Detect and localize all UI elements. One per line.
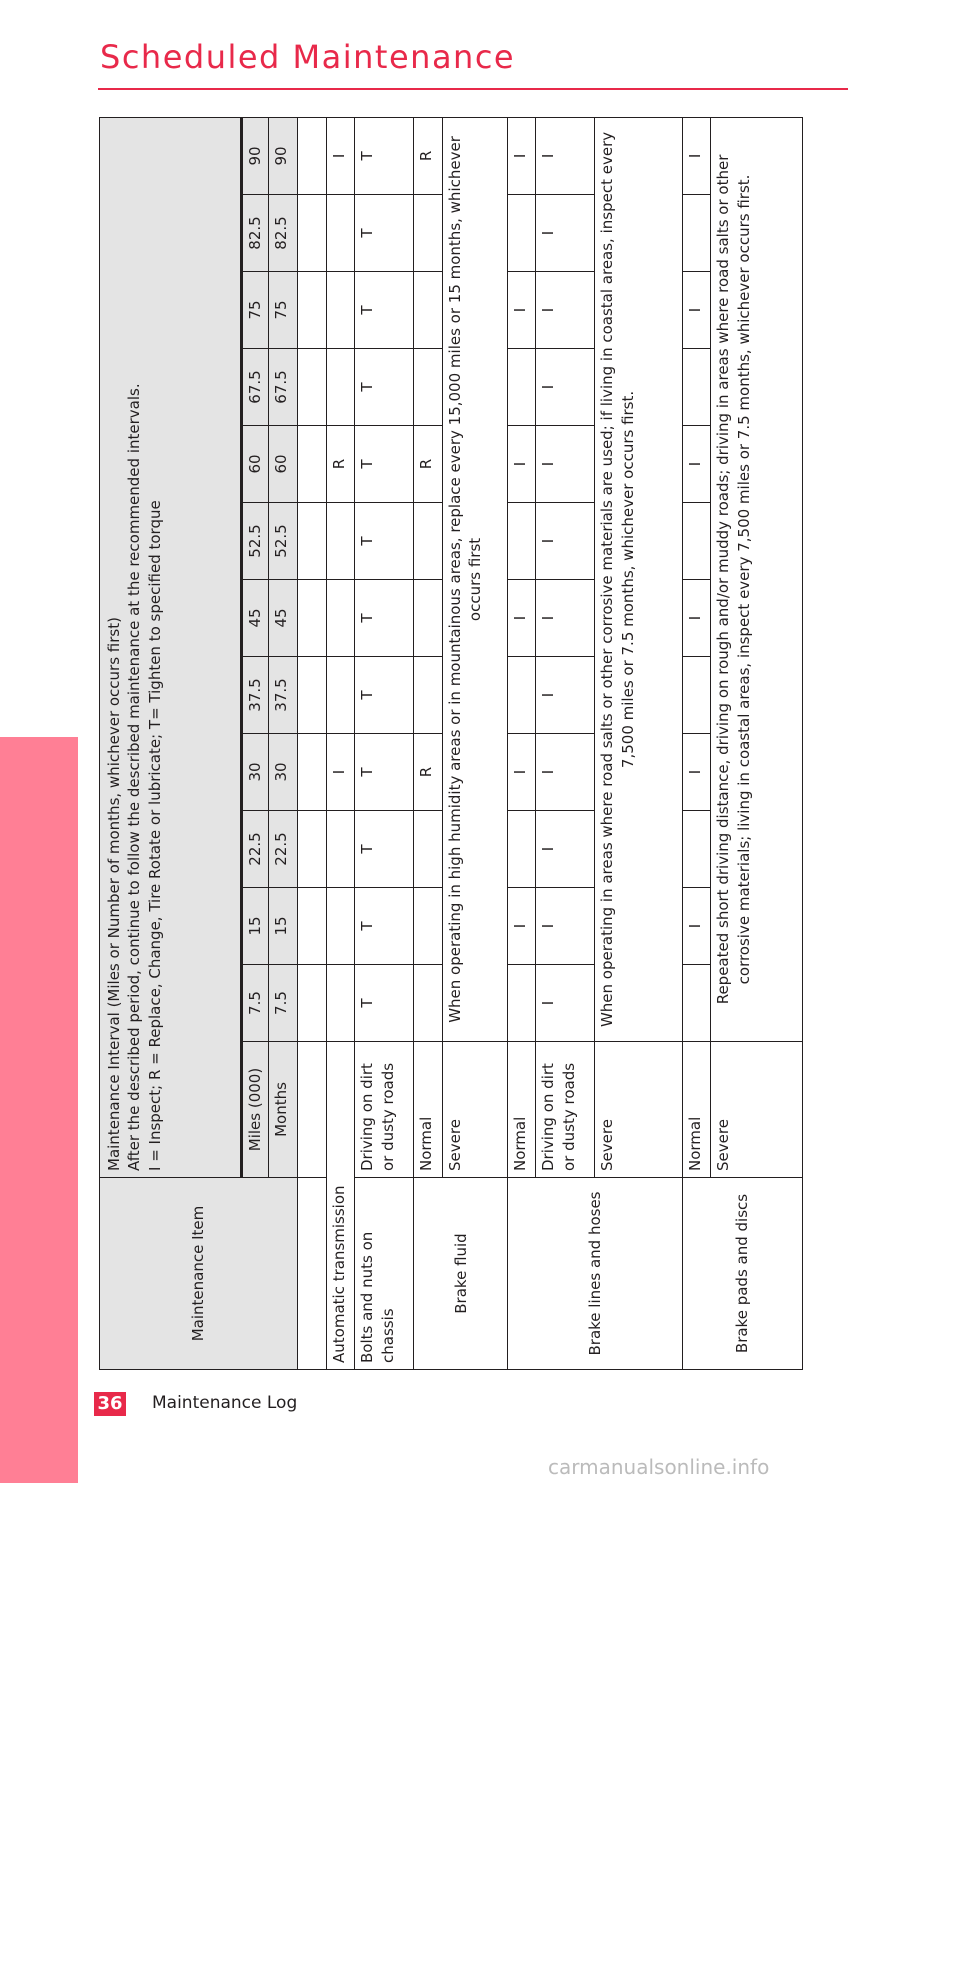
value-cell — [682, 503, 710, 580]
page-section-label: Maintenance Log — [152, 1393, 298, 1413]
value-cell — [682, 965, 710, 1042]
table-row — [682, 117, 710, 1369]
value-cell: I — [327, 734, 355, 811]
value-cell — [327, 503, 355, 580]
value-cell: I — [682, 580, 710, 657]
value-cell — [508, 811, 536, 888]
value-cell — [327, 965, 355, 1042]
value-cell: I — [536, 503, 595, 580]
value-cell — [414, 272, 442, 349]
value-cell — [508, 195, 536, 272]
value-cell: I — [536, 734, 595, 811]
value-cell: R — [414, 426, 442, 503]
value-cell: T — [355, 426, 414, 503]
item-cell: Brake fluid — [414, 1178, 508, 1370]
page-number-badge: 36 — [94, 1392, 126, 1416]
months-cell: 90 — [269, 117, 297, 194]
condition-cell: Severe — [711, 1042, 803, 1178]
value-cell — [327, 657, 355, 734]
value-cell: T — [355, 580, 414, 657]
value-cell — [682, 811, 710, 888]
miles-cell: 90 — [242, 117, 269, 194]
value-cell: T — [355, 272, 414, 349]
item-cell: Brake pads and discs — [682, 1178, 802, 1370]
item-cell: Automatic transmission — [327, 1042, 355, 1370]
value-cell: I — [508, 734, 536, 811]
value-cell — [327, 272, 355, 349]
value-cell: R — [327, 426, 355, 503]
note-cell: When operating in high humidity areas or in mountainous areas, replace every 15,000 miles or 15 months, whichever occurs first — [442, 117, 507, 1041]
months-cell: 52.5 — [269, 503, 297, 580]
value-cell — [414, 195, 442, 272]
interval-header — [100, 117, 242, 1177]
value-cell — [682, 349, 710, 426]
table-row — [414, 117, 442, 1369]
value-cell: I — [536, 426, 595, 503]
months-cell: 67.5 — [269, 349, 297, 426]
value-cell — [508, 657, 536, 734]
months-cell: 60 — [269, 426, 297, 503]
months-label: Months — [269, 1042, 297, 1178]
value-cell: T — [355, 811, 414, 888]
value-cell: T — [355, 965, 414, 1042]
months-cell: 22.5 — [269, 811, 297, 888]
value-cell: I — [536, 888, 595, 965]
section-side-tab — [0, 737, 78, 1985]
value-cell: I — [508, 426, 536, 503]
miles-cell: 75 — [242, 272, 269, 349]
value-cell — [414, 349, 442, 426]
value-cell: R — [414, 734, 442, 811]
value-cell — [508, 503, 536, 580]
value-cell: I — [682, 734, 710, 811]
footer-watermark: carmanualsonline.info — [548, 1455, 770, 1479]
value-cell: I — [536, 349, 595, 426]
value-cell: I — [536, 811, 595, 888]
section-side-label: MAINTENANCE — [21, 1705, 57, 1985]
value-cell: I — [508, 888, 536, 965]
miles-cell: 7.5 — [242, 965, 269, 1042]
condition-cell: Driving on dirt or dusty roads — [536, 1042, 595, 1178]
months-cell: 82.5 — [269, 195, 297, 272]
item-cell: Brake lines and hoses — [508, 1178, 683, 1370]
months-cell: 15 — [269, 888, 297, 965]
item-cell: Bolts and nuts on chassis — [355, 1178, 414, 1370]
value-cell: T — [355, 888, 414, 965]
page-title: Scheduled Maintenance — [100, 38, 516, 76]
miles-label: Miles (000) — [242, 1042, 269, 1178]
condition-cell: Normal — [414, 1042, 442, 1178]
value-cell: T — [355, 349, 414, 426]
value-cell: I — [536, 657, 595, 734]
note-cell: When operating in areas where road salts or other corrosive materials are used; if living in coastal areas, inspect every 7,500 miles or 7.5 months, whichever occurs first. — [595, 117, 682, 1041]
value-cell — [327, 580, 355, 657]
value-cell: T — [355, 657, 414, 734]
value-cell — [327, 195, 355, 272]
title-divider — [98, 88, 848, 90]
note-cell: Repeated short driving distance, driving on rough and/or muddy roads; driving in areas where road salts or other corrosive materials; living in coastal areas, inspect every 7,500 miles or 7.5 months, whichever occurs first. — [711, 117, 803, 1041]
condition-cell: Normal — [508, 1042, 536, 1178]
value-cell: I — [682, 888, 710, 965]
months-cell: 7.5 — [269, 965, 297, 1042]
miles-cell: 37.5 — [242, 657, 269, 734]
months-cell: 45 — [269, 580, 297, 657]
months-cell: 37.5 — [269, 657, 297, 734]
miles-cell: 67.5 — [242, 349, 269, 426]
spacer-row — [297, 117, 326, 1369]
value-cell: I — [508, 272, 536, 349]
value-cell: T — [355, 195, 414, 272]
interval-note: After the described period, continue to follow the described maintenance at the recommended intervals. — [125, 383, 144, 1171]
table-row — [508, 117, 536, 1369]
value-cell: I — [536, 965, 595, 1042]
value-cell — [414, 811, 442, 888]
table-row — [327, 117, 355, 1369]
value-cell: R — [414, 117, 442, 194]
miles-cell: 30 — [242, 734, 269, 811]
value-cell — [508, 965, 536, 1042]
interval-title: Maintenance Interval (Miles or Number of months, whichever occurs first) — [105, 617, 123, 1171]
value-cell — [414, 965, 442, 1042]
value-cell — [327, 811, 355, 888]
condition-cell: Severe — [595, 1042, 682, 1178]
value-cell: I — [508, 580, 536, 657]
condition-cell: Normal — [682, 1042, 710, 1178]
value-cell — [682, 657, 710, 734]
value-cell: I — [682, 426, 710, 503]
item-column-header: Maintenance Item — [100, 1178, 298, 1370]
table-row — [355, 117, 414, 1369]
miles-cell: 60 — [242, 426, 269, 503]
value-cell: I — [682, 117, 710, 194]
value-cell: T — [355, 503, 414, 580]
value-cell: I — [682, 272, 710, 349]
value-cell — [414, 580, 442, 657]
value-cell — [327, 349, 355, 426]
maintenance-table-rotated — [99, 118, 803, 1370]
value-cell: T — [355, 117, 414, 194]
value-cell — [682, 195, 710, 272]
maintenance-schedule-table — [99, 117, 803, 1370]
value-cell: I — [536, 272, 595, 349]
miles-cell: 15 — [242, 888, 269, 965]
value-cell: I — [536, 195, 595, 272]
value-cell — [508, 349, 536, 426]
condition-cell: Severe — [442, 1042, 507, 1178]
value-cell: I — [327, 117, 355, 194]
interval-legend: I = Inspect; R = Replace, Change, Tire Rotate or lubricate; T= Tighten to specified torque — [145, 500, 164, 1171]
miles-cell: 45 — [242, 580, 269, 657]
value-cell: T — [355, 734, 414, 811]
miles-cell: 22.5 — [242, 811, 269, 888]
value-cell: I — [508, 117, 536, 194]
value-cell — [414, 888, 442, 965]
value-cell: I — [536, 580, 595, 657]
miles-cell: 52.5 — [242, 503, 269, 580]
value-cell — [327, 888, 355, 965]
months-cell: 30 — [269, 734, 297, 811]
value-cell: I — [536, 117, 595, 194]
value-cell — [414, 657, 442, 734]
condition-cell: Driving on dirt or dusty roads — [355, 1042, 414, 1178]
value-cell — [414, 503, 442, 580]
miles-cell: 82.5 — [242, 195, 269, 272]
months-cell: 75 — [269, 272, 297, 349]
